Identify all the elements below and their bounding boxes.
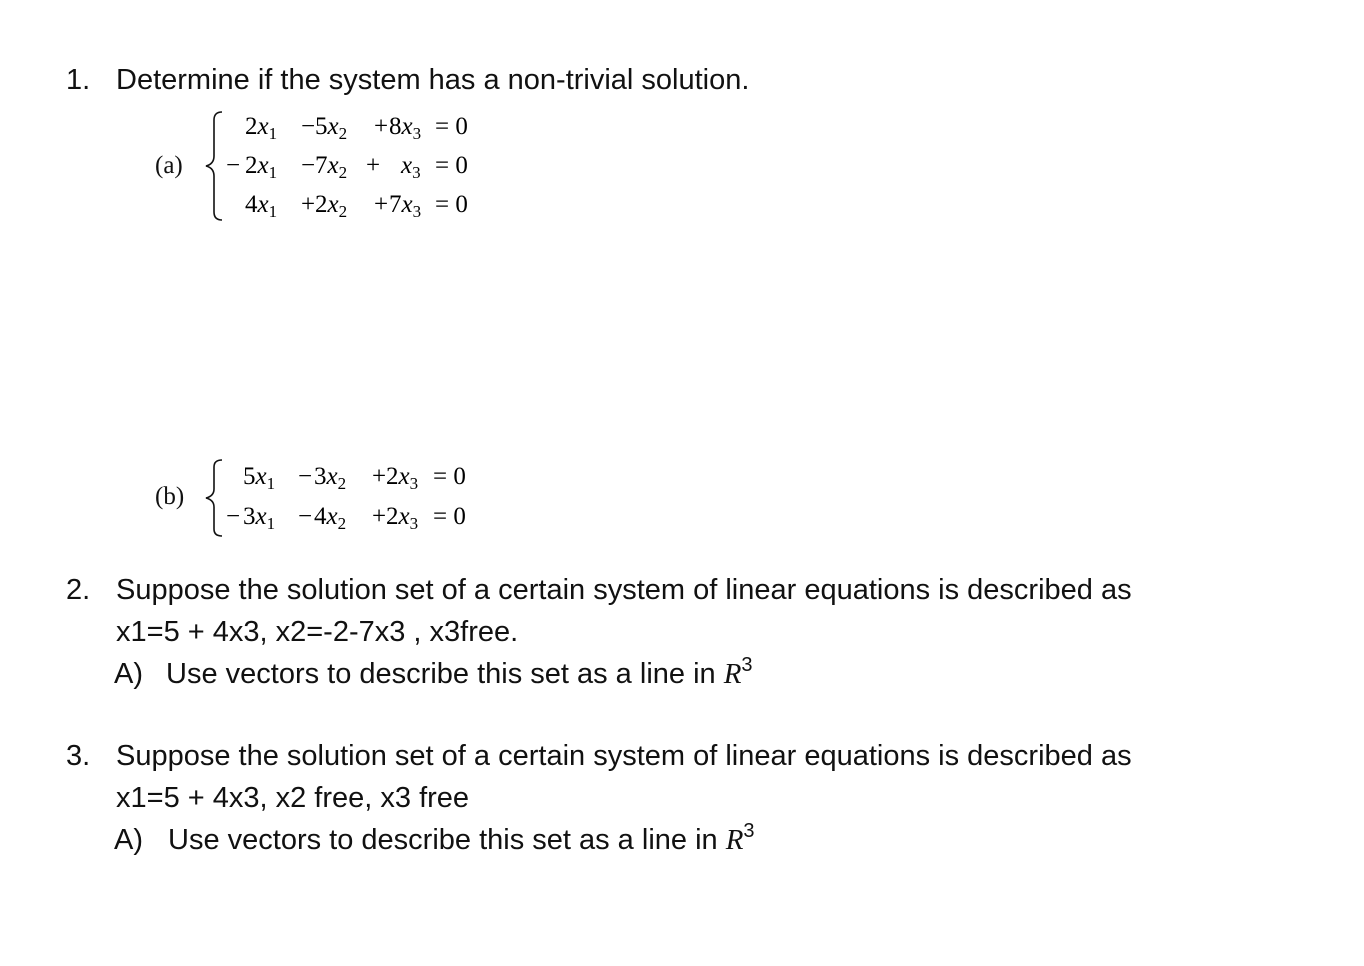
system-a-row-1: $2x_1$ − $5x_2$ + $8x_3$ = 0 xyxy=(245,113,468,143)
q3-sub-text: Use vectors to describe this set as a line in xyxy=(168,824,718,856)
system-a-row-3: $4x_1$ + $2x_2$ + $7x_3$ = 0 xyxy=(245,191,468,221)
q1-number: 1. xyxy=(66,64,91,96)
q1-part-a-label: (a) xyxy=(155,152,183,179)
system-b-row-1: $5x_1$ − $3x_2$ + $2x_3$ = 0 xyxy=(243,463,466,493)
q3-sub-label: A) xyxy=(114,824,143,856)
left-brace-a xyxy=(202,110,226,222)
system-b-row-2: − $3x_1$ − $4x_2$ + $2x_3$ = 0 xyxy=(226,503,466,533)
left-brace-b xyxy=(202,458,226,538)
q2-line-1: Suppose the solution set of a certain system of linear equations is described as xyxy=(116,574,1132,606)
q3-sub-question xyxy=(168,822,755,858)
system-a-row-2: − $2x_1$ − $7x_2$ + $x_3$ = 0 xyxy=(226,152,468,182)
q2-sub-label: A) xyxy=(114,658,143,690)
q2-number: 2. xyxy=(66,574,91,606)
q1-text: Determine if the system has a non-trivial solution. xyxy=(116,64,750,96)
q3-line-1: Suppose the solution set of a certain system of linear equations is described as xyxy=(116,740,1132,772)
q3-space-symbol: R xyxy=(725,824,744,856)
q2-sub-question xyxy=(166,656,753,692)
q3-line-2: x1=5 + 4x3, x2 free, x3 free xyxy=(116,782,470,814)
q1-part-b-label: (b) xyxy=(155,483,185,510)
q2-line-2: x1=5 + 4x3, x2=-2-7x3 , x3free. xyxy=(116,616,519,648)
q3-number: 3. xyxy=(66,740,91,772)
q2-space-symbol: R xyxy=(723,658,742,690)
q3-space-exponent: 3 xyxy=(743,820,755,842)
q2-space-exponent: 3 xyxy=(741,654,753,676)
q2-sub-text: Use vectors to describe this set as a line in xyxy=(166,658,716,690)
